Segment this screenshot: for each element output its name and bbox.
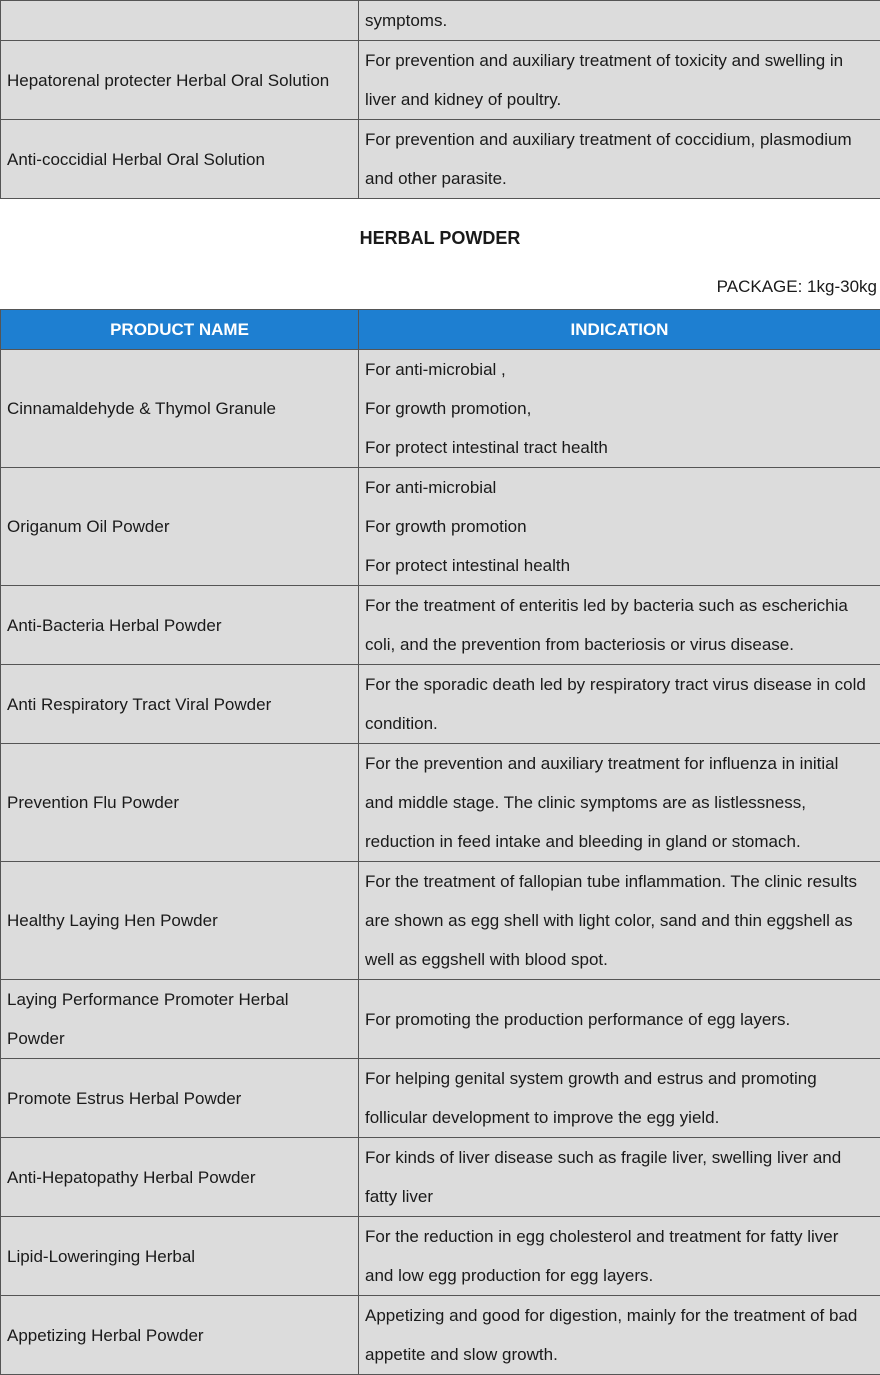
section-title: HERBAL POWDER	[0, 199, 880, 277]
table-row	[1, 1296, 880, 1375]
product-name: Lipid-Loweringing Herbal	[7, 1237, 358, 1276]
indication-cell	[359, 862, 880, 980]
indication-cell	[359, 744, 880, 862]
indication-line: symptoms.	[365, 1, 878, 40]
herbal-table-body	[1, 350, 880, 1375]
indication-cell	[359, 41, 880, 120]
indication-line: For growth promotion	[365, 507, 878, 546]
indication-line: For helping genital system growth and estrus and promoting	[365, 1059, 878, 1098]
product-name: Cinnamaldehyde & Thymol Granule	[7, 389, 358, 428]
indication-line: For promoting the production performance of egg layers.	[365, 1000, 878, 1039]
indication-line: and middle stage. The clinic symptoms are as listlessness,	[365, 783, 878, 822]
indication-cell	[359, 665, 880, 744]
indication-line: Appetizing and good for digestion, mainly for the treatment of bad	[365, 1296, 878, 1335]
product-name: Laying Performance Promoter Herbal	[7, 980, 358, 1019]
indication-line: reduction in feed intake and bleeding in gland or stomach.	[365, 822, 878, 861]
indication-cell	[359, 1, 880, 41]
product-name: Appetizing Herbal Powder	[7, 1316, 358, 1355]
table-row	[1, 980, 880, 1059]
indication-line: For prevention and auxiliary treatment of toxicity and swelling in	[365, 41, 878, 80]
product-name: Hepatorenal protecter Herbal Oral Solution	[7, 61, 358, 100]
table-row	[1, 1138, 880, 1217]
table-row	[1, 41, 880, 120]
indication-line: appetite and slow growth.	[365, 1335, 878, 1374]
spacer	[0, 297, 880, 309]
indication-line: fatty liver	[365, 1177, 878, 1216]
indication-line: For anti-microbial ,	[365, 350, 878, 389]
package-info: PACKAGE: 1kg-30kg	[0, 277, 880, 297]
indication-cell	[359, 586, 880, 665]
indication-line: coli, and the prevention from bacteriosis or virus disease.	[365, 625, 878, 664]
indication-line: follicular development to improve the egg yield.	[365, 1098, 878, 1137]
indication-cell	[359, 1138, 880, 1217]
product-name-cell	[1, 350, 359, 468]
indication-line: For anti-microbial	[365, 468, 878, 507]
herbal-powder-table	[0, 309, 880, 1375]
indication-line: For kinds of liver disease such as fragile liver, swelling liver and	[365, 1138, 878, 1177]
indication-line: liver and kidney of poultry.	[365, 80, 878, 119]
product-name: Prevention Flu Powder	[7, 783, 358, 822]
table-row	[1, 1, 880, 41]
indication-line: For growth promotion,	[365, 389, 878, 428]
table-row	[1, 468, 880, 586]
product-name: Origanum Oil Powder	[7, 507, 358, 546]
indication-line: and low egg production for egg layers.	[365, 1256, 878, 1295]
table-row	[1, 862, 880, 980]
indication-line: For prevention and auxiliary treatment of coccidium, plasmodium	[365, 120, 878, 159]
indication-line: For the treatment of fallopian tube inflammation. The clinic results	[365, 862, 878, 901]
table-header-row	[1, 310, 880, 350]
indication-line: For the reduction in egg cholesterol and treatment for fatty liver	[365, 1217, 878, 1256]
product-name-cell	[1, 586, 359, 665]
indication-line: For the prevention and auxiliary treatment for influenza in initial	[365, 744, 878, 783]
indication-cell	[359, 468, 880, 586]
indication-line: For the treatment of enteritis led by bacteria such as escherichia	[365, 586, 878, 625]
indication-cell	[359, 1217, 880, 1296]
product-name: Healthy Laying Hen Powder	[7, 901, 358, 940]
top-table-body	[1, 1, 880, 199]
indication-line: For protect intestinal health	[365, 546, 878, 585]
table-row	[1, 586, 880, 665]
indication-line: well as eggshell with blood spot.	[365, 940, 878, 979]
table-row	[1, 120, 880, 199]
header-product-name: PRODUCT NAME	[1, 310, 359, 350]
header-indication: INDICATION	[359, 310, 880, 350]
product-name-cell	[1, 1138, 359, 1217]
indication-line: For protect intestinal tract health	[365, 428, 878, 467]
product-name: Anti-Hepatopathy Herbal Powder	[7, 1158, 358, 1197]
product-name-cell	[1, 980, 359, 1059]
indication-cell	[359, 1296, 880, 1375]
table-row	[1, 1059, 880, 1138]
product-name-cell	[1, 744, 359, 862]
product-name-cell	[1, 665, 359, 744]
product-name-cell	[1, 862, 359, 980]
product-name: Anti-Bacteria Herbal Powder	[7, 606, 358, 645]
product-name: Promote Estrus Herbal Powder	[7, 1079, 358, 1118]
product-name: Anti-coccidial Herbal Oral Solution	[7, 140, 358, 179]
indication-cell	[359, 980, 880, 1059]
indication-line: For the sporadic death led by respiratory tract virus disease in cold	[365, 665, 878, 704]
top-product-table	[0, 0, 880, 199]
indication-cell	[359, 350, 880, 468]
table-row	[1, 665, 880, 744]
product-name-cell	[1, 1, 359, 41]
indication-line: and other parasite.	[365, 159, 878, 198]
product-name: Powder	[7, 1019, 358, 1058]
product-name-cell	[1, 41, 359, 120]
product-name-cell	[1, 120, 359, 199]
table-row	[1, 350, 880, 468]
indication-line: condition.	[365, 704, 878, 743]
product-name: Anti Respiratory Tract Viral Powder	[7, 685, 358, 724]
product-name-cell	[1, 468, 359, 586]
table-row	[1, 744, 880, 862]
table-row	[1, 1217, 880, 1296]
indication-cell	[359, 120, 880, 199]
product-name-cell	[1, 1296, 359, 1375]
indication-cell	[359, 1059, 880, 1138]
indication-line: are shown as egg shell with light color, sand and thin eggshell as	[365, 901, 878, 940]
product-name-cell	[1, 1059, 359, 1138]
product-name-cell	[1, 1217, 359, 1296]
